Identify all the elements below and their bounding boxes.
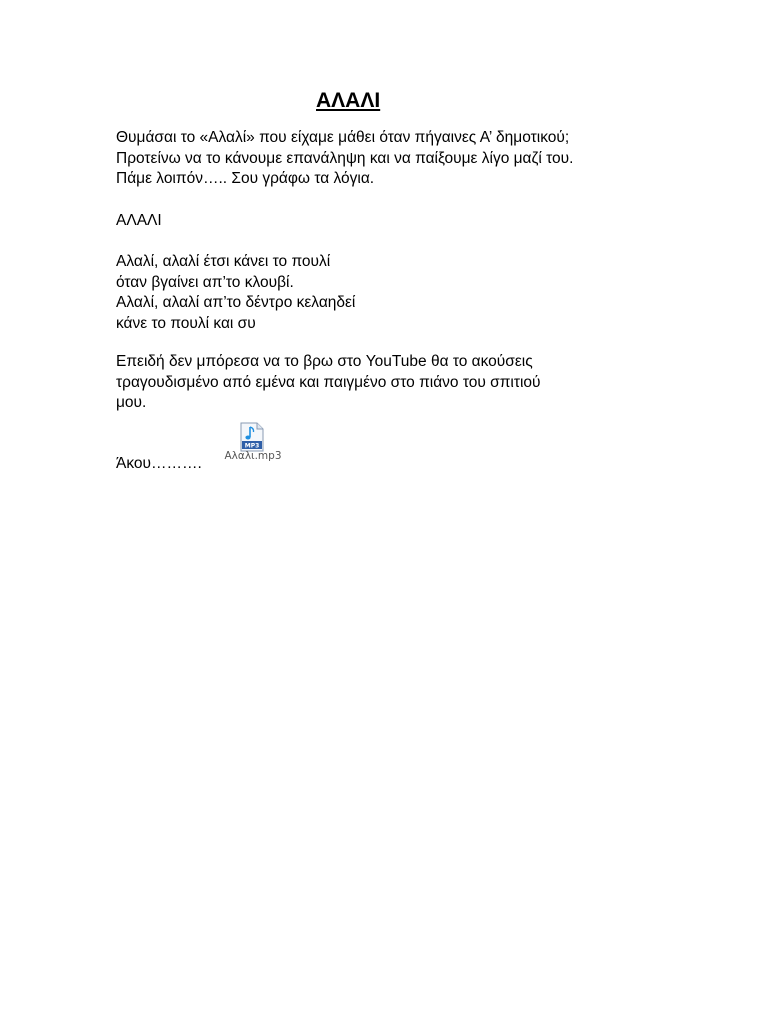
intro-line: Θυμάσαι το «Αλαλί» που είχαμε μάθει όταν πήγαινες Α’ δημοτικού; bbox=[116, 129, 570, 146]
outro-line: μου. bbox=[116, 394, 147, 411]
lyric-line: Αλαλί, αλαλί έτσι κάνει το πουλί bbox=[116, 253, 331, 270]
attachment-filename: Αλαλι.mp3 bbox=[224, 450, 282, 462]
listen-text: Άκου………. bbox=[116, 455, 202, 472]
outro-paragraph bbox=[116, 352, 656, 414]
lyric-line: Αλαλί, αλαλί απ’το δέντρο κελαηδεί bbox=[116, 294, 356, 311]
intro-line: Προτείνω να το κάνουμε επανάληψη και να παίξουμε λίγο μαζί του. bbox=[116, 149, 574, 167]
outro-line: τραγουδισμένο από εμένα και παιγμένο στο πιάνο του σπιτιού bbox=[116, 373, 541, 391]
outro-line: Επειδή δεν μπόρεσα να το βρω στο YouTube θα το ακούσεις bbox=[116, 353, 533, 370]
mp3-attachment[interactable] bbox=[222, 420, 284, 466]
lyric-line: όταν βγαίνει απ’το κλουβί. bbox=[116, 273, 294, 291]
mp3-file-icon bbox=[239, 422, 265, 452]
lyric-line: κάνε το πουλί και συ bbox=[116, 314, 256, 332]
intro-line: Πάμε λοιπόν….. Σου γράφω τα λόγια. bbox=[116, 170, 375, 187]
document-title: ΑΛΑΛΙ bbox=[316, 89, 381, 112]
song-title: ΑΛΑΛΙ bbox=[116, 212, 162, 229]
intro-paragraph bbox=[116, 128, 676, 190]
lyrics-block bbox=[116, 252, 676, 334]
mp3-badge: MP3 bbox=[244, 442, 260, 450]
